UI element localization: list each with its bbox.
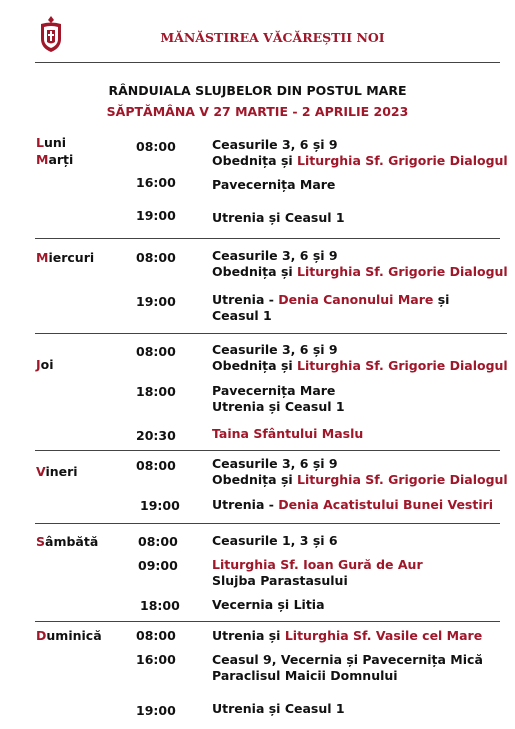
- day-sambata: Sâmbătă: [36, 534, 99, 549]
- service-entry: Pavecernița Mare Utrenia și Ceasul 1: [212, 383, 345, 414]
- time-slot: 08:00: [136, 344, 176, 359]
- time-slot: 08:00: [138, 534, 178, 549]
- time-slot: 20:30: [136, 428, 176, 443]
- day-luni: Luni: [36, 135, 67, 150]
- day-vineri: Vineri: [36, 464, 78, 479]
- service-entry: Ceasurile 3, 6 și 9 Obednița și Liturghia Sf. Grigorie Dialogul: [212, 342, 508, 373]
- week-subtitle: SĂPTĂMÂNA V 27 MARTIE - 2 APRILIE 2023: [106, 104, 409, 119]
- time-slot: 08:00: [136, 250, 176, 265]
- time-slot: 16:00: [136, 652, 176, 667]
- header-divider: [35, 62, 500, 63]
- service-entry: Utrenia și Ceasul 1: [212, 210, 345, 225]
- section-divider: [35, 238, 500, 239]
- time-slot: 18:00: [136, 384, 176, 399]
- section-divider: [35, 621, 500, 622]
- service-entry: Taina Sfântului Maslu: [212, 426, 364, 441]
- service-entry: Ceasurile 1, 3 și 6: [212, 533, 338, 548]
- day-duminica: Duminică: [36, 628, 102, 643]
- schedule-title: RÂNDUIALA SLUJBELOR DIN POSTUL MARE: [108, 83, 407, 98]
- section-divider: [35, 333, 507, 334]
- section-divider: [35, 523, 500, 524]
- time-slot: 08:00: [136, 628, 176, 643]
- service-entry: Utrenia - Denia Canonului Mare și Ceasul 1: [212, 292, 450, 323]
- day-miercuri: Miercuri: [36, 250, 95, 265]
- section-divider: [35, 450, 500, 451]
- service-entry: Ceasul 9, Vecernia și Pavecernița Mică Paraclisul Maicii Domnului: [212, 652, 483, 683]
- time-slot: 16:00: [136, 175, 176, 190]
- service-entry: Utrenia și Liturghia Sf. Vasile cel Mare: [212, 628, 483, 643]
- service-entry: Liturghia Sf. Ioan Gură de Aur Slujba Parastasului: [212, 557, 423, 588]
- time-slot: 19:00: [136, 208, 176, 223]
- service-entry: Ceasurile 3, 6 și 9 Obednița și Liturghia Sf. Grigorie Dialogul: [212, 137, 508, 168]
- day-joi: Joi: [36, 357, 54, 372]
- time-slot: 08:00: [136, 139, 176, 154]
- time-slot: 08:00: [136, 458, 176, 473]
- time-slot: 19:00: [136, 703, 176, 718]
- day-marti: Marți: [36, 152, 74, 167]
- service-entry: Utrenia - Denia Acatistului Bunei Vestiri: [212, 497, 494, 512]
- time-slot: 19:00: [140, 498, 180, 513]
- service-entry: Vecernia și Litia: [212, 597, 325, 612]
- monastery-name: MĂNĂSTIREA VĂCĂREȘTII NOI: [160, 30, 385, 45]
- time-slot: 19:00: [136, 294, 176, 309]
- service-entry: Ceasurile 3, 6 și 9 Obednița și Liturghia Sf. Grigorie Dialogul: [212, 248, 508, 279]
- time-slot: 18:00: [140, 598, 180, 613]
- service-entry: Utrenia și Ceasul 1: [212, 701, 345, 716]
- time-slot: 09:00: [138, 558, 178, 573]
- service-entry: Ceasurile 3, 6 și 9 Obednița și Liturghia Sf. Grigorie Dialogul: [212, 456, 508, 487]
- service-entry: Pavecernița Mare: [212, 177, 336, 192]
